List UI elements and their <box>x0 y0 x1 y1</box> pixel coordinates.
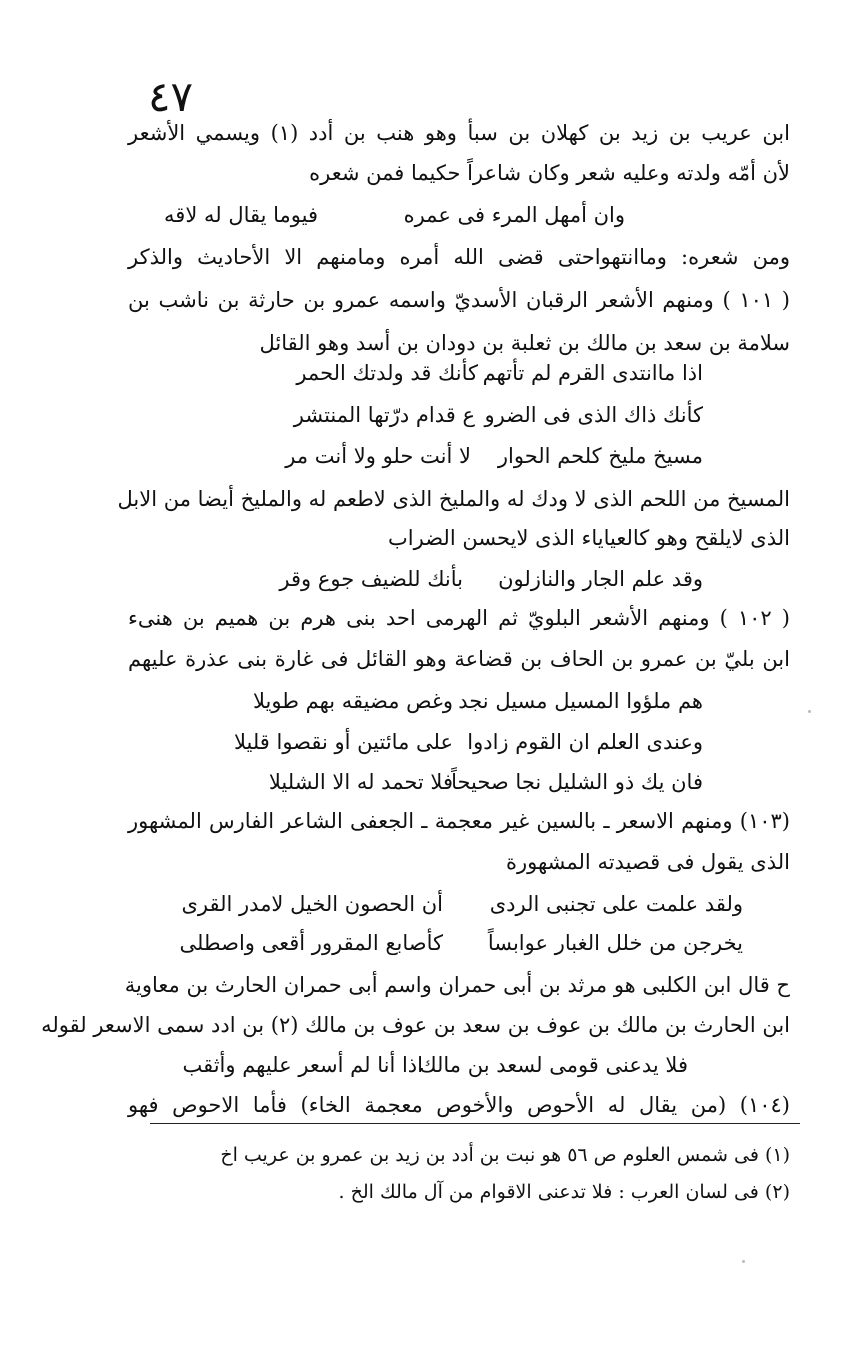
verse <box>0 928 843 958</box>
footnote-divider <box>150 1123 800 1124</box>
verse-hemistich-first: هم ملؤوا المسيل مسيل نجد <box>458 689 703 713</box>
verse-hemistich-second: على مائتين أو نقصوا قليلا <box>233 730 453 754</box>
paper-speck <box>808 710 811 713</box>
verse-hemistich-second: بأنك للضيف جوع وقر <box>279 567 463 591</box>
verse-hemistich-first: فان يك ذو الشليل نجا صحيحاً <box>451 770 703 794</box>
verse-hemistich-first: وان أمهل المرء فى عمره <box>403 203 625 227</box>
text-line: لأن أمّه ولدته وعليه شعر وكان شاعراً حكيما فمن شعره <box>309 161 790 185</box>
verse-hemistich-first: وقد علم الجار والنازلون <box>498 567 703 591</box>
verse-hemistich-second: كأصابع المقرور أقعى واصطلى <box>179 931 443 955</box>
footnote: (١) فى شمس العلوم ص ٥٦ هو نبت بن أدد بن زيد بن عمرو بن عريب اخ <box>220 1144 790 1166</box>
text-line: سلامة بن سعد بن مالك بن ثعلبة بن دودان بن أسد وهو القائل <box>259 331 790 355</box>
text-line: المسيخ من اللحم الذى لا ودك له والمليخ الذى لاطعم له والمليخ أيضا من الابل <box>117 487 790 511</box>
verse-hemistich-second: لا أنت حلو ولا أنت مر <box>285 444 471 468</box>
text-line: ومن شعره: وماانتهواحتى قضى الله أمره ومامنهم الا الأحاديث والذكر <box>128 245 790 269</box>
paper-speck <box>742 1260 745 1263</box>
text-line: الذى يقول فى قصيدته المشهورة <box>505 850 790 874</box>
text-line: ( ١٠١ ) ومنهم الأشعر الرقبان الأسديّ واسمه عمرو بن حارثة بن ناشب بن <box>128 288 790 312</box>
text-line: ابن عريب بن زيد بن كهلان بن سبأ وهو هنب بن أدد (١) ويسمي الأشعر <box>128 121 790 145</box>
footnote: (٢) فى لسان العرب : فلا تدعنى الاقوام من آل مالك الخ . <box>338 1181 790 1203</box>
verse-hemistich-second: فلا تحمد له الا الشليلا <box>268 770 453 794</box>
text-line: ح قال ابن الكلبى هو مرثد بن أبى حمران واسم أبى حمران الحارث بن معاوية <box>124 973 790 997</box>
verse-hemistich-first: ولقد علمت على تجنبى الردى <box>489 892 743 916</box>
verse-hemistich-second: فيوما يقال له لاقه <box>164 203 318 227</box>
verse <box>0 889 843 919</box>
verse <box>0 686 843 716</box>
text-line: ( ١٠٢ ) ومنهم الأشعر البلويّ ثم الهرمى احد بنى هرم بن هميم بن هنىء <box>128 606 790 630</box>
verse-hemistich-first: يخرجن من خلل الغبار عوابساً <box>487 931 743 955</box>
verse <box>0 1050 843 1080</box>
verse <box>0 200 843 230</box>
verse-hemistich-first: وعندى العلم ان القوم زادوا <box>467 730 703 754</box>
text-line: (١٠٤) (من يقال له الأحوص والأخوص معجمة الخاء) فأما الاحوص فهو <box>128 1093 790 1117</box>
verse <box>0 727 843 757</box>
verse <box>0 767 843 797</box>
verse-hemistich-second: اذا أنا لم أسعر عليهم وأثقب <box>182 1053 423 1077</box>
verse-hemistich-second: كأنك قد ولدتك الحمر <box>296 361 478 385</box>
text-line: (١٠٣) ومنهم الاسعر ـ بالسين غير معجمة ـ الجعفى الشاعر الفارس المشهور <box>128 809 790 833</box>
verse <box>0 400 843 430</box>
verse-hemistich-first: فلا يدعنى قومى لسعد بن مالك <box>419 1053 688 1077</box>
text-line: ابن بليّ بن عمرو بن الحاف بن قضاعة وهو القائل فى غارة بنى عذرة عليهم <box>128 647 790 671</box>
verse-hemistich-second: أن الحصون الخيل لامدر القرى <box>181 892 443 916</box>
verse-hemistich-first: مسيخ مليخ كلحم الحوار <box>497 444 703 468</box>
text-line: الذى لايلقح وهو كالعياياء الذى لايحسن الضراب <box>388 526 790 550</box>
text-line: ابن الحارث بن مالك بن عوف بن سعد بن عوف بن مالك (٢) بن ادد سمى الاسعر لقوله <box>41 1013 790 1037</box>
verse <box>0 441 843 471</box>
verse-hemistich-first: كأنك ذاك الذى فى الضرو <box>484 403 703 427</box>
verse <box>0 358 843 388</box>
verse <box>0 564 843 594</box>
verse-hemistich-first: اذا ماانتدى القرم لم تأتهم <box>482 361 703 385</box>
verse-hemistich-second: وغص مضيقه بهم طويلا <box>253 689 453 713</box>
verse-hemistich-second: ع قدام درّتها المنتشر <box>293 403 475 427</box>
page-number: ٤٧ <box>148 72 194 121</box>
